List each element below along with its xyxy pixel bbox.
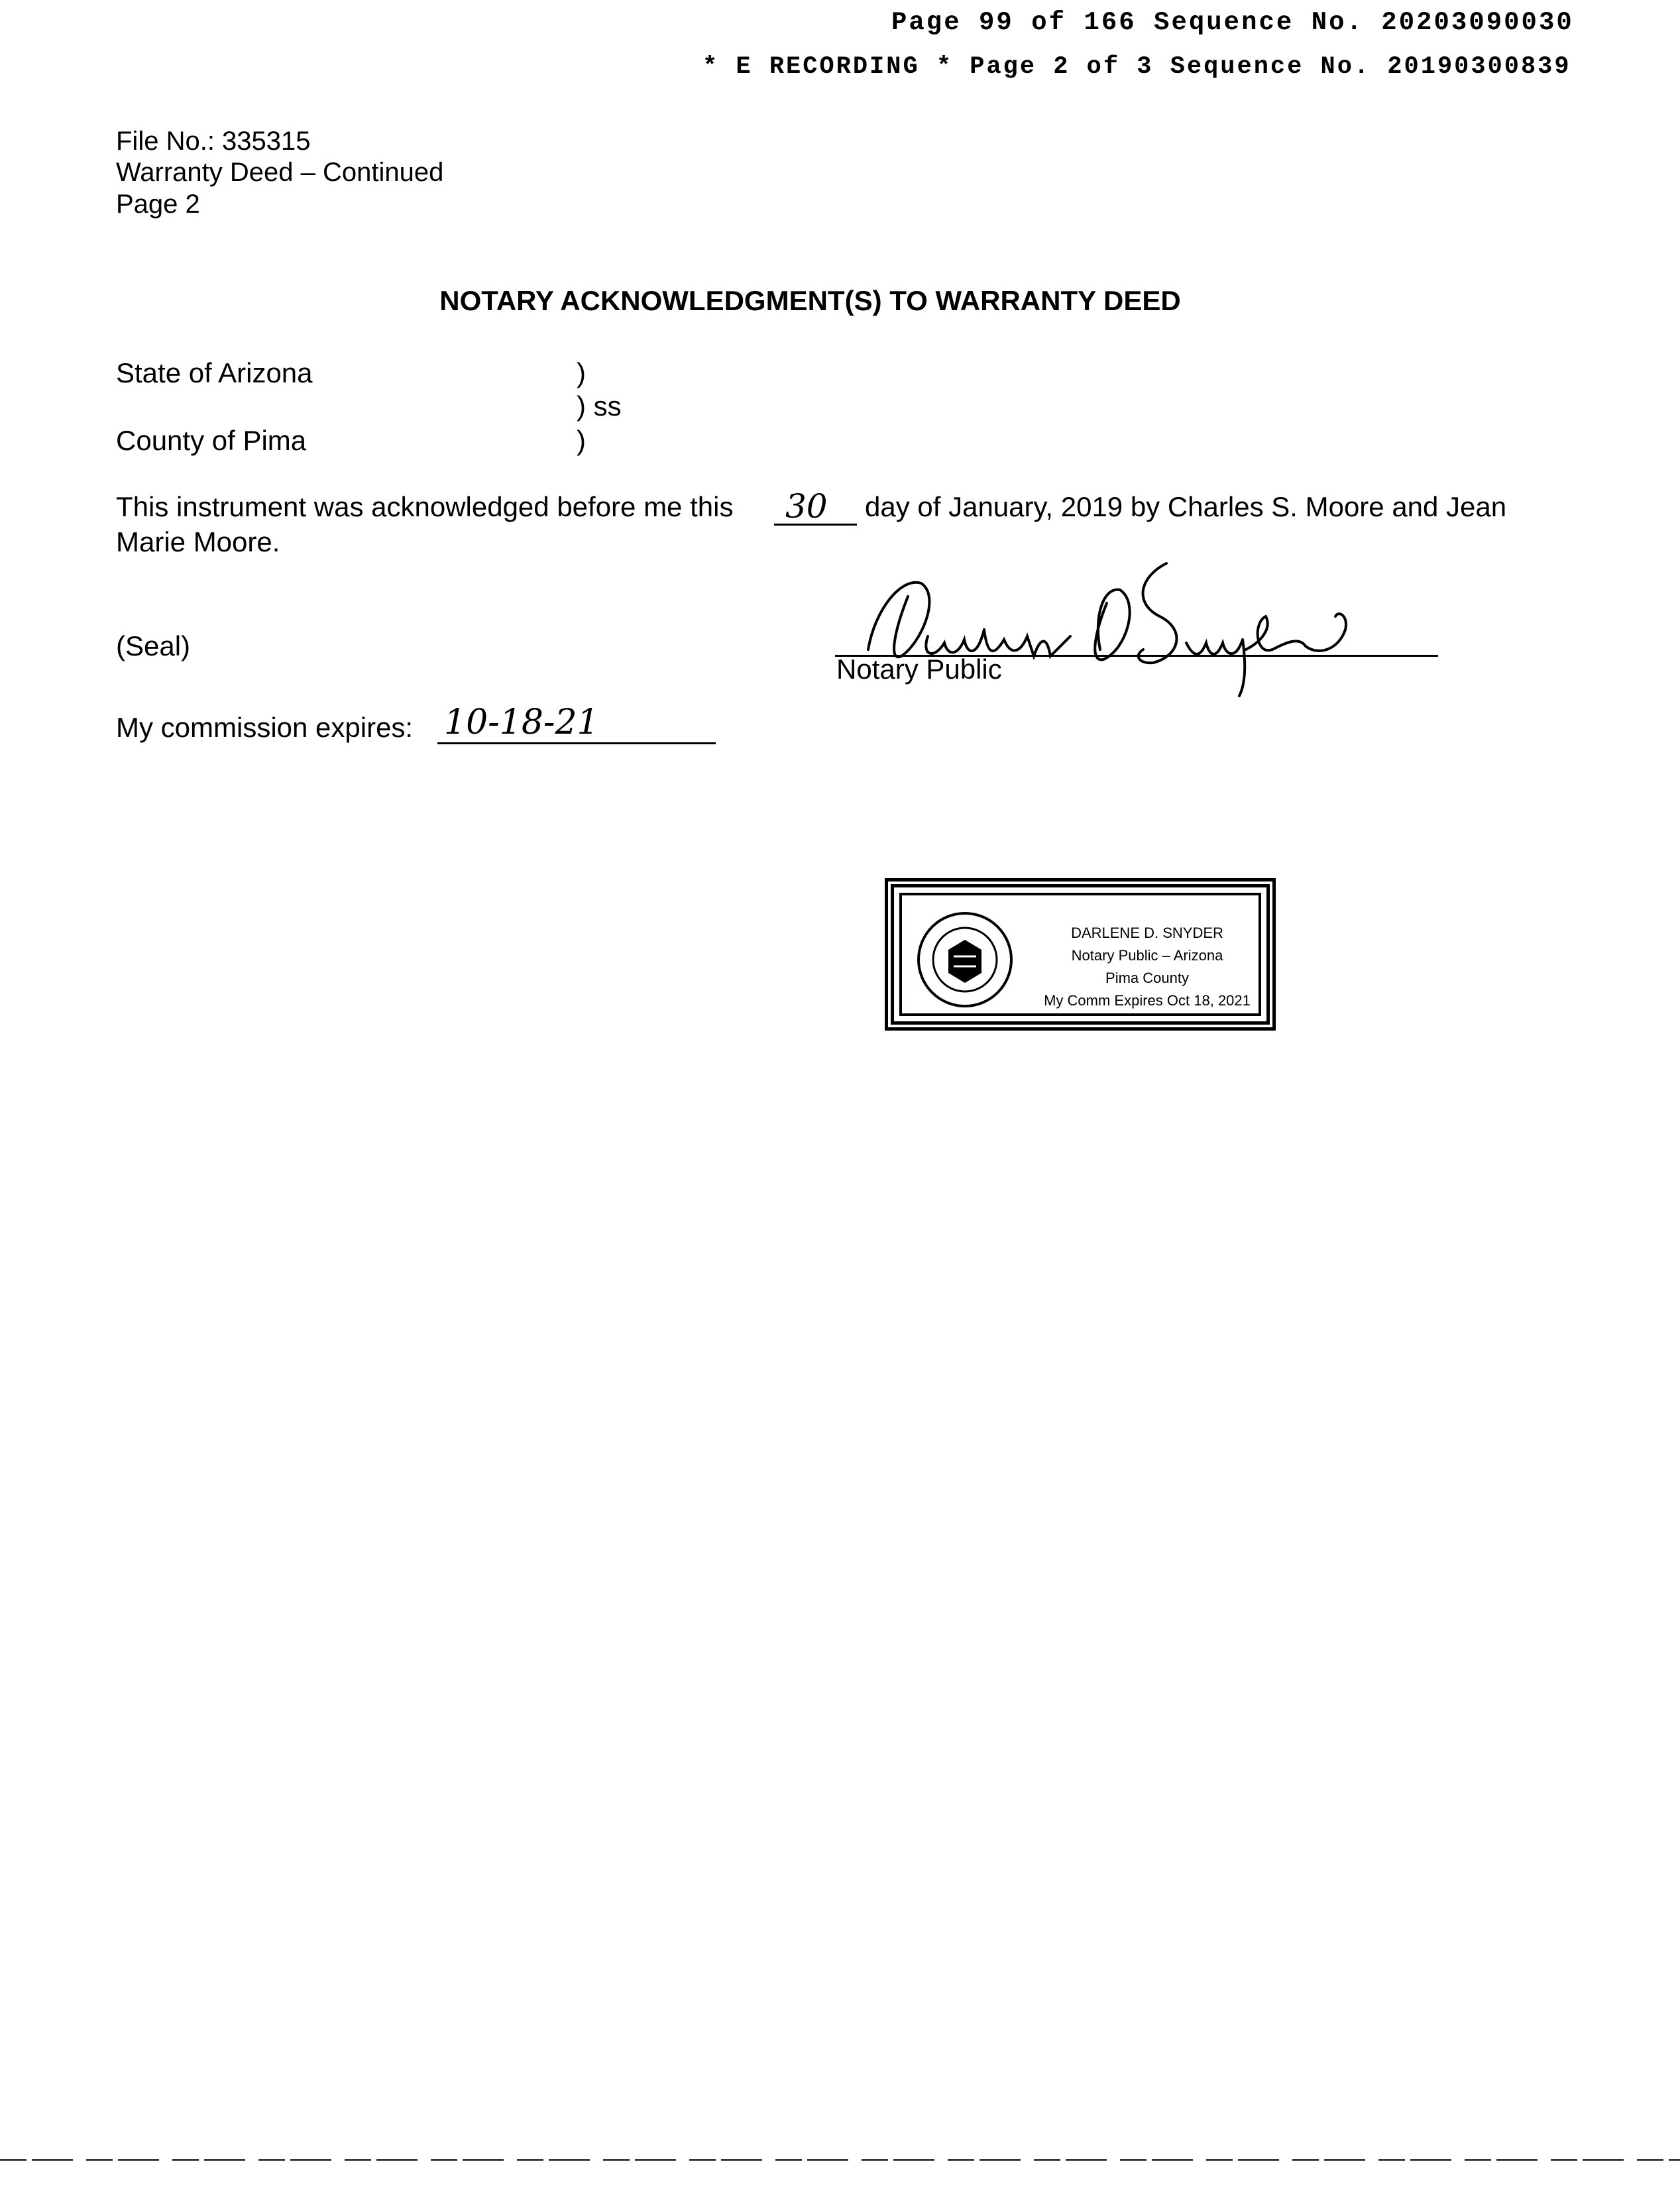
file-number: File No.: 335315 bbox=[116, 127, 311, 156]
commission-handwritten: 10-18-21 bbox=[444, 703, 599, 742]
stamp-expiration: My Comm Expires Oct 18, 2021 bbox=[1044, 992, 1251, 1009]
stamp-notary-name: DARLENE D. SNYDER bbox=[1071, 925, 1223, 941]
stamp-text-block bbox=[1035, 922, 1260, 1012]
recording-header-line-1: Page 99 of 166 Sequence No. 20203090030 bbox=[891, 8, 1574, 37]
venue-paren-1: ) bbox=[577, 357, 586, 388]
stamp-notary-title: Notary Public – Arizona bbox=[1071, 947, 1223, 964]
page-label: Page 2 bbox=[116, 190, 200, 219]
venue-ss: ) ss bbox=[577, 390, 622, 422]
acknowledgment-text-after: day of January, 2019 by Charles S. Moore and Jean bbox=[865, 491, 1507, 522]
notary-stamp bbox=[885, 878, 1276, 1031]
venue-state: State of Arizona bbox=[116, 357, 313, 388]
commission-expires-label: My commission expires: bbox=[116, 712, 414, 743]
state-seal-icon bbox=[915, 910, 1015, 1009]
seal-label: (Seal) bbox=[116, 630, 191, 661]
stamp-border bbox=[899, 893, 1261, 1016]
day-handwritten: 30 bbox=[785, 487, 828, 526]
recording-header-line-2: * E RECORDING * Page 2 of 3 Sequence No. 20190300839 bbox=[702, 53, 1571, 81]
deed-continued-label: Warranty Deed – Continued bbox=[116, 158, 444, 187]
notary-public-label: Notary Public bbox=[836, 653, 1002, 685]
document-title: NOTARY ACKNOWLEDGMENT(S) TO WARRANTY DEED bbox=[439, 285, 1181, 316]
venue-paren-3: ) bbox=[577, 425, 586, 456]
acknowledgment-text-line-2: Marie Moore. bbox=[116, 526, 280, 557]
venue-county: County of Pima bbox=[116, 425, 307, 456]
commission-blank-line bbox=[437, 742, 716, 744]
acknowledgment-text-before: This instrument was acknowledged before me this bbox=[116, 491, 734, 522]
stamp-county: Pima County bbox=[1105, 970, 1189, 986]
footer-scan-line bbox=[0, 2159, 1680, 2161]
